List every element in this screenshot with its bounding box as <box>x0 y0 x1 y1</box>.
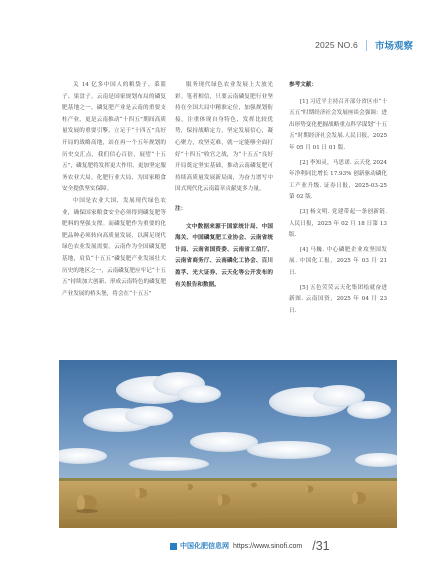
section-title: 市场观察 <box>374 41 413 52</box>
page-footer <box>170 538 413 554</box>
header-divider <box>366 40 367 51</box>
page-number: /31 <box>312 539 330 553</box>
body-paragraph: 服务现代绿色农业发展上大放光彩。笔者相信，只要云南磷复肥行业坚持在全国大局中精准定位，加强规划衔接，注重体现自身特色，发挥比较优势，保持战略定力，坚定发展信心，凝心聚力，攻坚克难，就一定能够全面打好“十四五”收官之战，为“十五五”良好开局奠定坚实基础，推动云南磷复肥可持续高质量发展新局面，为奋力谱写中国式现代化云南篇章贡献更多力量。 <box>175 82 273 193</box>
body-paragraph: 关 14 亿多中国人的粮袋子、菜篮子、果盘子。云南是国家规划布局的磷复肥基地之一，磷复肥产业是云南的重要支柱产业，更是云南推动“十四五”期间高质量发展的重要引擎。立足于“十四五”良好开局的战略高地，站在再一个五年规划的历史交汇点，我们信心百倍，展望“十五五”，磷复肥将发挥更大作用、更加坚定服务农业大局，化肥行业大局、为国家粮食安全提供坚实保障。 <box>62 82 166 193</box>
references-column <box>289 80 387 320</box>
reference-item: [1] 习近平主持召开部分省区市“十五五”时期经济社会发展座谈会强调：进出形势变化把握战略重点科学谋划“十五五”时期经济社会发展.人民日报，2025 年 05 月 01 日 01 版. <box>289 98 387 151</box>
footer-site-name: 中国化肥信息网 <box>180 542 229 550</box>
body-paragraph: 中国是农业大国，发展现代绿色农业，确保国家粮食安全必须得到磷复肥等肥料的坚强支撑。而磷复肥作为重要的化肥品种必须转向高质量发展，以满足现代绿色农业发展需要。云南作为全国磷复肥基地，肩负“十五五”磷复肥产业发展壮大历史的地区之一，云南磷复肥应牢记“十五五”持续加大创新、形成云南特色的磷复肥产业发展的桥头堡，将会在“十五五” <box>62 197 166 297</box>
text-column-middle <box>175 80 273 291</box>
text-column-left <box>62 80 166 300</box>
note-body: 文中数据来源于国家统计局、中国海关、中国磷复肥工业协会、云南省统计局、云南省国资委、云南省工信厅、云南省商务厅、云南磷化工协会、百川盈孚、光大证券、云天化等公开发布的有关报告和数据。 <box>175 223 273 288</box>
square-icon <box>170 543 177 550</box>
references-heading: 参考文献： <box>289 82 317 88</box>
footer-url-link[interactable]: https://www.sinofi.com <box>233 542 303 550</box>
reference-item: [4] 马巍. 中心磷肥企业攻坚国发展. 中国化工报，2025 年 03 月 21 日. <box>289 246 387 276</box>
reference-item: [3] 杨文明. 党建带起一条创新链. 人民日报，2025 年 02 月 18 日第 13 版. <box>289 208 387 239</box>
note-heading: 注： <box>175 205 187 212</box>
issue-number: 2025 NO.6 <box>315 40 358 50</box>
photo-illustration <box>59 360 397 528</box>
farm-field-hay-bales-photo <box>59 360 397 528</box>
page-header <box>315 38 413 52</box>
reference-item: [5] 五色荧荧云天化集团绘就奋进新图. 云南国资，2025 年 04 月 23 日. <box>289 284 387 314</box>
reference-item: [2] 李知灵，马思诺. 云天化 2024 年净利同比增长 17.93% 创新驱动磷化工产业升级. 证券日报，2025-03-25 第 02 版. <box>289 159 387 201</box>
